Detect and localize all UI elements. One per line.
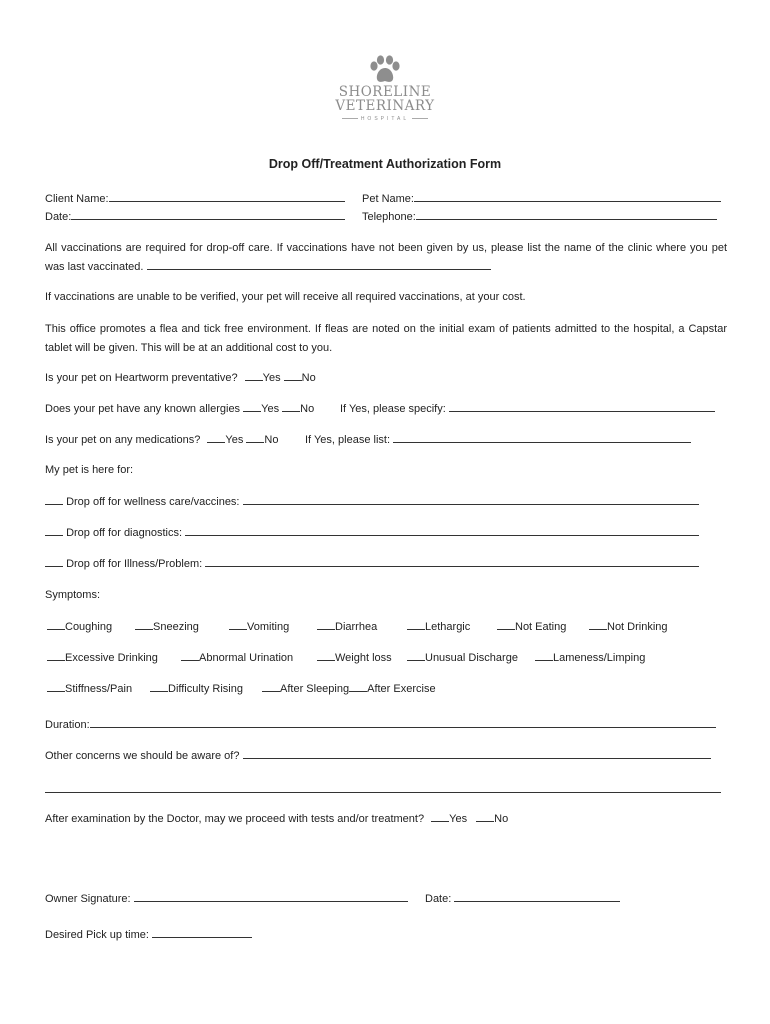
form-title: Drop Off/Treatment Authorization Form [268, 157, 502, 171]
other-concerns-field[interactable] [243, 749, 711, 759]
client-name-label: Client Name: [45, 193, 109, 205]
telephone-row [362, 210, 717, 223]
other-concerns-label: Other concerns we should be aware of? [45, 750, 240, 762]
allergies-yes-label: Yes [261, 403, 280, 415]
allergies-question: Does your pet have any known allergies [45, 403, 241, 415]
diagnostics-check-field[interactable] [45, 526, 63, 536]
wellness-row [45, 495, 699, 508]
signature-date-label: Date: [425, 893, 452, 905]
symptom-check-field[interactable] [535, 651, 553, 661]
logo-line1: SHORELINE [338, 84, 432, 100]
flea-paragraph: This office promotes a flea and tick free environment. If fleas are noted on the initial exam of patients admitted to the hospital, a Capstar tablet will be given. This will be at an additional cost to you. [45, 323, 727, 354]
symptom-vomiting [229, 620, 289, 633]
illness-row [45, 557, 699, 570]
signature-date-field[interactable] [454, 892, 620, 902]
after-exam-no-label: No [494, 813, 509, 825]
paw-print-icon [368, 55, 402, 85]
symptom-weight-loss [317, 651, 392, 664]
hospital-logo [330, 55, 440, 122]
after-exam-yes-label: Yes [449, 813, 468, 825]
symptom-label: Unusual Discharge [425, 652, 518, 664]
wellness-field[interactable] [243, 495, 699, 505]
medications-no-field[interactable] [246, 433, 264, 443]
owner-signature-label: Owner Signature: [45, 893, 131, 905]
heartworm-yes-field[interactable] [245, 371, 263, 381]
symptom-label: Abnormal Urination [199, 652, 294, 664]
pet-name-label: Pet Name: [362, 193, 414, 205]
symptom-label: Not Eating [515, 621, 567, 633]
medications-list-field[interactable] [393, 433, 691, 443]
after-exam-row [45, 812, 508, 825]
pet-name-row [362, 192, 721, 205]
symptom-label: Coughing [65, 621, 113, 633]
vaccination-paragraph [45, 239, 727, 277]
client-name-row [45, 192, 345, 205]
heartworm-no-label: No [301, 372, 316, 384]
diagnostics-label: Drop off for diagnostics: [66, 527, 183, 539]
signature-date-row [425, 892, 620, 905]
pickup-field[interactable] [152, 928, 252, 938]
symptom-difficulty-rising [150, 682, 243, 695]
symptom-label: Stiffness/Pain [65, 683, 133, 695]
symptom-label: Weight loss [335, 652, 392, 664]
symptom-label: After Exercise [367, 683, 436, 695]
symptom-after-sleeping [262, 682, 436, 695]
symptom-excessive-drinking [47, 651, 158, 664]
allergies-row [45, 402, 314, 415]
symptom-coughing [47, 620, 112, 633]
symptom-check-field[interactable] [135, 620, 153, 630]
symptom-label: Diarrhea [335, 621, 378, 633]
symptom-check-field[interactable] [589, 620, 607, 630]
owner-signature-field[interactable] [134, 892, 408, 902]
medications-yes-field[interactable] [207, 433, 225, 443]
date-row [45, 210, 345, 223]
vaccination-text: All vaccinations are required for drop-off care. If vaccinations have not been given by us, please list the name of the clinic where you pet was last vaccinated. [45, 242, 727, 273]
symptom-check-field[interactable] [349, 682, 367, 692]
after-exam-question: After examination by the Doctor, may we proceed with tests and/or treatment? [45, 813, 425, 825]
here-for-label: My pet is here for: [45, 464, 134, 476]
medications-yes-label: Yes [225, 434, 244, 446]
symptoms-label: Symptoms: [45, 589, 101, 601]
symptom-check-field[interactable] [407, 620, 425, 630]
allergies-specify-field[interactable] [449, 402, 715, 412]
symptom-label: Lethargic [425, 621, 471, 633]
symptom-check-field[interactable] [229, 620, 247, 630]
symptom-check-field[interactable] [497, 620, 515, 630]
telephone-field[interactable] [416, 210, 717, 220]
illness-field[interactable] [205, 557, 699, 567]
after-exam-no-field[interactable] [476, 812, 494, 822]
pickup-row [45, 928, 252, 941]
symptom-check-field[interactable] [317, 651, 335, 661]
heartworm-yes-label: Yes [262, 372, 281, 384]
medications-list-label: If Yes, please list: [305, 434, 390, 446]
pickup-label: Desired Pick up time: [45, 929, 149, 941]
symptom-stiffness [47, 682, 132, 695]
symptom-check-field[interactable] [47, 682, 65, 692]
symptom-label: After Sleeping [280, 683, 350, 695]
allergies-no-field[interactable] [282, 402, 300, 412]
date-field[interactable] [71, 210, 345, 220]
other-concerns-row [45, 749, 711, 762]
allergies-specify-label: If Yes, please specify: [340, 403, 446, 415]
symptom-abnormal-urination [181, 651, 293, 664]
other-concerns-line[interactable] [45, 792, 721, 793]
symptom-check-field[interactable] [47, 651, 65, 661]
symptom-check-field[interactable] [150, 682, 168, 692]
pet-name-field[interactable] [414, 192, 721, 202]
symptom-check-field[interactable] [47, 620, 65, 630]
symptom-check-field[interactable] [262, 682, 280, 692]
symptom-unusual-discharge [407, 651, 518, 664]
wellness-label: Drop off for wellness care/vaccines: [66, 496, 240, 508]
symptom-label: Not Drinking [607, 621, 668, 633]
illness-label: Drop off for Illness/Problem: [66, 558, 203, 570]
vaccination-clinic-field[interactable] [147, 260, 491, 270]
after-exam-yes-field[interactable] [431, 812, 449, 822]
diagnostics-field[interactable] [185, 526, 699, 536]
heartworm-question: Is your pet on Heartworm preventative? [45, 372, 238, 384]
symptom-check-field[interactable] [317, 620, 335, 630]
logo-line2: VETERINARY [335, 98, 435, 114]
medications-list-row [305, 433, 691, 446]
wellness-check-field[interactable] [45, 495, 63, 505]
symptom-check-field[interactable] [407, 651, 425, 661]
telephone-label: Telephone: [362, 211, 416, 223]
medications-no-label: No [264, 434, 279, 446]
symptom-label: Difficulty Rising [168, 683, 243, 695]
heartworm-row [45, 371, 316, 384]
symptom-sneezing [135, 620, 199, 633]
allergies-specify-row [340, 402, 715, 415]
symptom-not-drinking [589, 620, 668, 633]
symptom-lethargic [407, 620, 470, 633]
symptom-not-eating [497, 620, 566, 633]
verify-text: If vaccinations are unable to be verified, your pet will receive all required vaccinations, at your cost. [45, 291, 526, 303]
symptom-label: Lameness/Limping [553, 652, 646, 664]
logo-line3: HOSPITAL [330, 116, 440, 122]
medications-question: Is your pet on any medications? [45, 434, 201, 446]
owner-signature-row [45, 892, 408, 905]
symptom-label: Sneezing [153, 621, 199, 633]
heartworm-no-field[interactable] [284, 371, 302, 381]
diagnostics-row [45, 526, 699, 539]
symptom-diarrhea [317, 620, 377, 633]
symptom-label: Excessive Drinking [65, 652, 158, 664]
allergies-no-label: No [300, 403, 315, 415]
client-name-field[interactable] [109, 192, 345, 202]
date-label: Date: [45, 211, 72, 223]
symptom-lameness [535, 651, 645, 664]
symptom-check-field[interactable] [181, 651, 199, 661]
duration-label: Duration: [45, 719, 90, 731]
duration-row [45, 718, 716, 731]
allergies-yes-field[interactable] [243, 402, 261, 412]
illness-check-field[interactable] [45, 557, 63, 567]
duration-field[interactable] [90, 718, 716, 728]
symptom-label: Vomiting [247, 621, 290, 633]
medications-row [45, 433, 278, 446]
